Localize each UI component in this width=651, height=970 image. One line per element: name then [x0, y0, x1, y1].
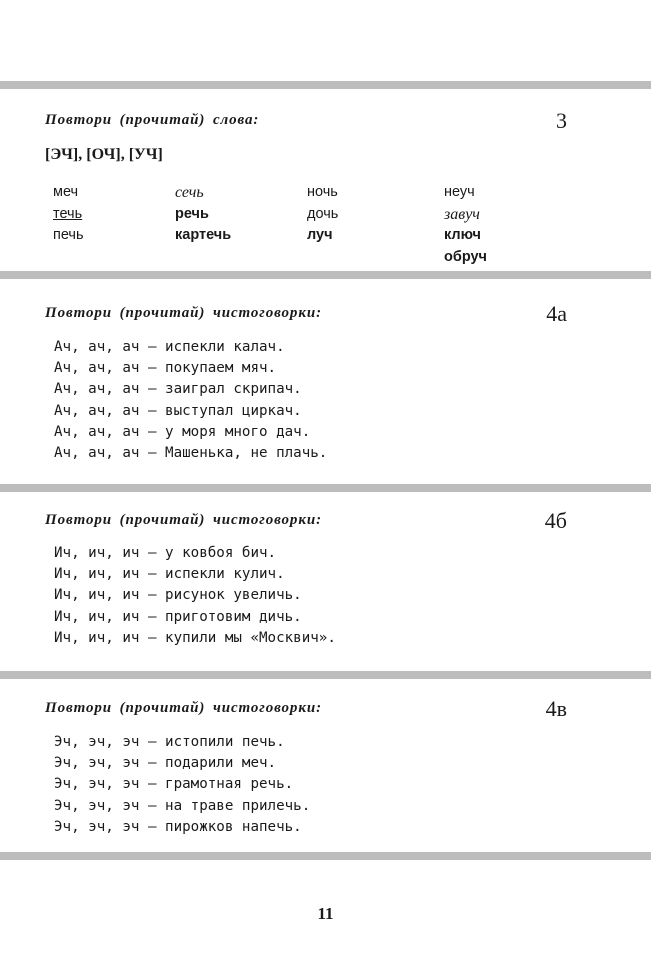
- word: завуч: [444, 205, 480, 223]
- word: обруч: [444, 248, 487, 265]
- page-number: 11: [317, 904, 334, 923]
- exercise-number: 3: [556, 108, 567, 133]
- exercise-number: 4в: [545, 696, 567, 721]
- tongue-twister-line: Ач, ач, ач — выступал циркач.: [54, 402, 302, 419]
- section-divider: [0, 81, 651, 89]
- exercise-number: 4а: [546, 301, 567, 326]
- section-divider: [0, 852, 651, 860]
- tongue-twister-line: Ич, ич, ич — испекли кулич.: [54, 566, 285, 583]
- section-divider: [0, 484, 651, 492]
- tongue-twister-line: Ач, ач, ач — заиграл скрипач.: [54, 381, 302, 398]
- tongue-twister-line: Ич, ич, ич — приготовим дичь.: [54, 608, 302, 625]
- word-column: [444, 182, 487, 268]
- tongue-twister-list: [54, 337, 327, 464]
- word: неуч: [444, 184, 475, 200]
- word: дочь: [307, 205, 339, 222]
- section-divider: [0, 271, 651, 279]
- tongue-twister-list: [54, 732, 310, 838]
- word-column: [175, 182, 231, 247]
- word: течь: [53, 205, 83, 222]
- word: картечь: [175, 227, 232, 243]
- tongue-twister-line: Ич, ич, ич — рисунок увеличь.: [54, 587, 302, 604]
- tongue-twister-line: Эч, эч, эч — на траве прилечь.: [54, 797, 311, 814]
- tongue-twister-line: Ач, ач, ач — покупаем мяч.: [54, 360, 277, 377]
- tongue-twister-line: Ач, ач, ач — у моря много дач.: [54, 423, 311, 440]
- word: сечь: [175, 184, 204, 201]
- tongue-twister-line: Ач, ач, ач — испекли калач.: [54, 339, 285, 355]
- tongue-twister-line: Ач, ач, ач — Машенька, не плачь.: [54, 444, 328, 461]
- exercise-title: Повтори (прочитай) чистоговорки:: [45, 700, 322, 716]
- word-column: [53, 182, 84, 247]
- exercise-title: Повтори (прочитай) чистоговорки:: [45, 305, 322, 321]
- word: ночь: [307, 184, 338, 200]
- word: печь: [53, 227, 84, 243]
- exercise-number: 4б: [544, 508, 567, 533]
- section-divider: [0, 671, 651, 679]
- tongue-twister-line: Эч, эч, эч — истопили печь.: [54, 734, 285, 750]
- tongue-twister-line: Эч, эч, эч — пирожков напечь.: [54, 818, 302, 835]
- tongue-twister-line: Эч, эч, эч — подарили меч.: [54, 755, 277, 772]
- word: ключ: [444, 227, 481, 243]
- tongue-twister-line: Эч, эч, эч — грамотная речь.: [54, 776, 294, 793]
- word: луч: [307, 227, 333, 243]
- tongue-twister-list: [54, 543, 336, 649]
- exercise-title: Повтори (прочитай) слова:: [45, 112, 260, 128]
- word: речь: [175, 205, 209, 222]
- tongue-twister-line: Ич, ич, ич — купили мы «Москвич».: [54, 629, 336, 646]
- word: меч: [53, 184, 79, 200]
- exercise-title: Повтори (прочитай) чистоговорки:: [45, 512, 322, 528]
- tongue-twister-line: Ич, ич, ич — у ковбоя бич.: [54, 545, 277, 561]
- word-column: [307, 182, 338, 247]
- sound-group-label: [ЭЧ], [ОЧ], [УЧ]: [45, 146, 163, 163]
